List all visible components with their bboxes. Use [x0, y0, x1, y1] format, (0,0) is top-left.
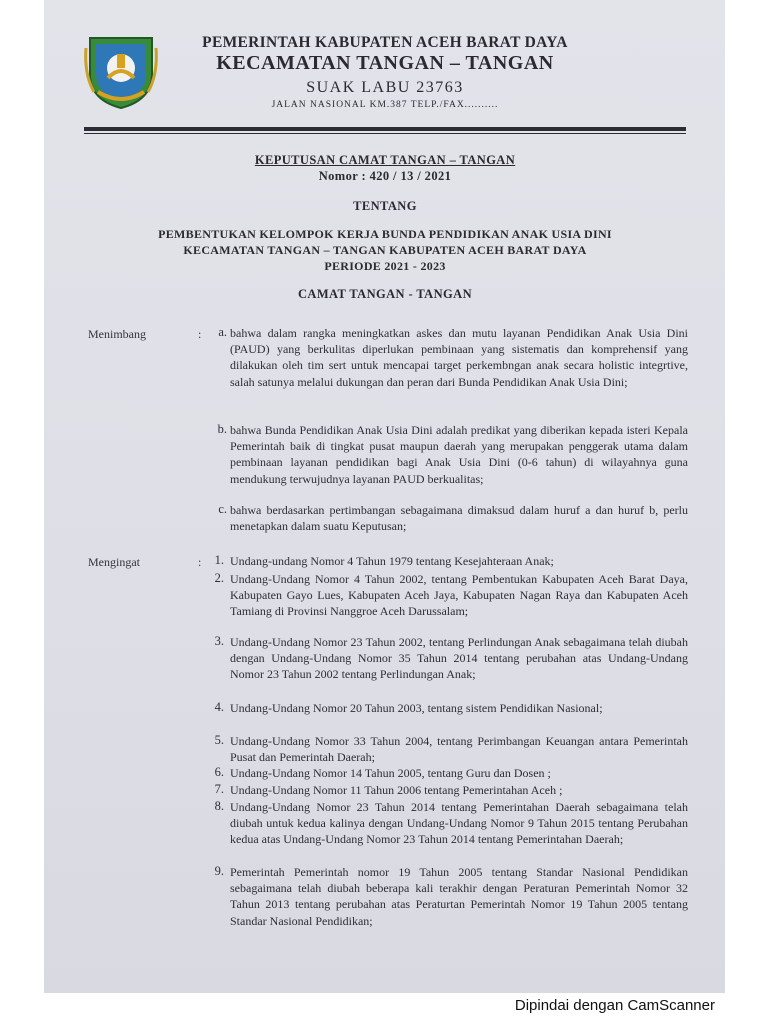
header-divider-thick: [84, 127, 686, 131]
decree-number: Nomor : 420 / 13 / 2021: [318, 169, 452, 183]
list-item: Undang-Undang Nomor 14 Tahun 2005, tentang Guru dan Dosen ;: [230, 766, 551, 780]
camscanner-watermark: Dipindai dengan CamScanner: [514, 997, 715, 1014]
list-item: Undang-Undang Nomor 23 Tahun 2002, tentang Perlindungan Anak sebagaimana telah diubah dengan Undang-Undang Nomor 35 Tahun 2014 tentang perubahan atas Undang-Undang Nomor 23 Tahun 2002 tentang Perlindungan Anak;: [230, 635, 688, 682]
decree-title: KEPUTUSAN CAMAT TANGAN – TANGAN: [254, 153, 516, 167]
list-marker: a.: [218, 325, 227, 339]
mengingat-colon: :: [198, 555, 202, 569]
menimbang-colon: :: [198, 327, 202, 341]
list-marker: 2.: [214, 571, 224, 585]
list-item: bahwa berdasarkan pertimbangan sebagaimana dimaksud dalam huruf a dan huruf b, perlu menetapkan dalam suatu Keputusan;: [230, 503, 688, 534]
list-item: Undang-Undang Nomor 33 Tahun 2004, tentang Perimbangan Keuangan antara Pemerintah Pusat dan Pemerintah Daerah;: [230, 734, 688, 765]
mengingat-label: Mengingat: [88, 555, 140, 569]
menimbang-label: Menimbang: [88, 327, 146, 341]
list-item: Undang-Undang Nomor 11 Tahun 2006 tentang Pemerintahan Aceh ;: [230, 783, 563, 797]
district-name: KECAMATAN TANGAN – TANGAN: [216, 52, 554, 74]
list-marker: 8.: [214, 799, 224, 813]
list-item: Undang-Undang Nomor 23 Tahun 2014 tentang Pemerintahan Daerah sebagaimana telah diubah untuk kedua kalinya dengan Undang-Undang Nomor 9 Tahun 2015 tentang Perubahan kedua atas Undang-Undang Nomor 23 Tahun 2014 tentang Pemerintahan Daerah;: [230, 800, 688, 847]
list-marker: 7.: [214, 782, 224, 796]
list-item: Pemerintah Pemerintah nomor 19 Tahun 2005 tentang Standar Nasional Pendidikan sebagaimana telah diubah beberapa kali terakhir dengan Peraturan Pemerintah Nomor 32 Tahun 2013 tentang perubahan atas Peraturtan Pemerintah Nomor 19 Tahun 2005 tentang Standar Nasional Pendidikan;: [230, 865, 688, 928]
list-marker: 3.: [214, 634, 224, 648]
list-item: Undang-Undang Nomor 4 Tahun 2002, tentang Pembentukan Kabupaten Aceh Barat Daya, Kabupaten Gayo Lues, Kabupaten Aceh Jaya, Kabupaten Nagan Raya dan Kabupaten Aceh Tamiang di Provinsi Nanggroe Aceh Darussalam;: [230, 572, 688, 619]
list-marker: 4.: [214, 700, 224, 714]
subject-line-3: PERIODE 2021 - 2023: [324, 259, 446, 273]
village-postcode: SUAK LABU 23763: [306, 79, 464, 96]
subject-line-1: PEMBENTUKAN KELOMPOK KERJA BUNDA PENDIDIKAN ANAK USIA DINI: [158, 227, 612, 241]
issuer-title: CAMAT TANGAN - TANGAN: [297, 287, 473, 301]
list-marker: 5.: [214, 733, 224, 747]
list-marker: 6.: [214, 765, 224, 779]
list-marker: c.: [218, 502, 227, 516]
government-name: PEMERINTAH KABUPATEN ACEH BARAT DAYA: [202, 34, 568, 51]
address-line: JALAN NASIONAL KM.387 TELP./FAX..........: [271, 100, 499, 110]
list-marker: 9.: [214, 864, 224, 878]
subject-line-2: KECAMATAN TANGAN – TANGAN KABUPATEN ACEH BARAT DAYA: [183, 243, 587, 257]
regency-emblem-logo: [84, 34, 158, 110]
list-marker: 1.: [214, 553, 224, 567]
list-item: Undang-Undang Nomor 20 Tahun 2003, tentang sistem Pendidikan Nasional;: [230, 701, 603, 715]
decree-subject: [84, 226, 686, 274]
list-item: bahwa Bunda Pendidikan Anak Usia Dini adalah predikat yang diberikan kepada isteri Kepala Pemerintah baik di tingkat pusat maupun daerah yang merupakan penggerak utama dalam pembinaan layanan pendidikan bagi Anak Usia Dini (0-6 tahun) di wilayahnya guna mendukung terwujudnya layanan PAUD berkualitas;: [230, 423, 688, 486]
about-label: TENTANG: [353, 199, 417, 213]
list-marker: b.: [217, 422, 227, 436]
list-item: bahwa dalam rangka meningkatkan askes dan mutu layanan Pendidikan Anak Usia Dini (PAUD) yang berkulitas diperlukan pembinaan yang sistematis dan komprehensif yang dilakukan oleh tim sert untuk mencapai target perkembngan anak secara holistic integrtive, salah satunya melalui dukungan dan peran dari Bunda Pendidikan Anak Usia Dini;: [230, 326, 688, 389]
list-item: Undang-undang Nomor 4 Tahun 1979 tentang Kesejahteraan Anak;: [230, 554, 554, 568]
header-divider-thin: [84, 133, 686, 134]
